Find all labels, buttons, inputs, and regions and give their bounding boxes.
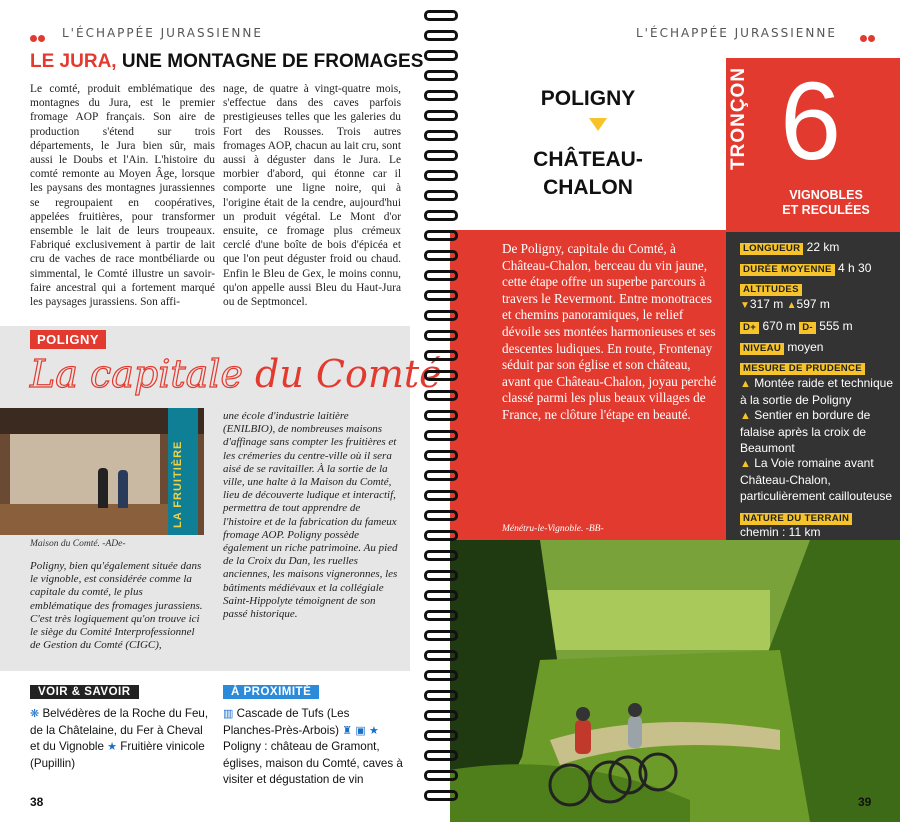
spiral-ring — [418, 690, 464, 701]
spiral-ring — [418, 190, 464, 201]
spiral-ring — [418, 770, 464, 781]
spiral-ring — [418, 630, 464, 641]
prox-text-1: Cascade de Tufs (Les Planches-Près-Arbois) — [223, 707, 350, 737]
museum-icon: ▣ — [355, 724, 366, 737]
spiral-ring — [418, 790, 464, 801]
stage-end-line-1: CHÂTEAU- — [533, 148, 643, 171]
prudence-item-2: Sentier en bordure de falaise après la croix de Beaumont — [740, 408, 871, 455]
left-page — [0, 0, 440, 822]
niveau-row — [740, 340, 896, 356]
warning-icon: ▲ — [740, 458, 751, 471]
warning-icon: ▲ — [740, 377, 751, 390]
header-dots-icon — [30, 29, 46, 47]
troncon-name-line-2: ET RECULÉES — [782, 203, 870, 217]
spiral-ring — [418, 210, 464, 221]
body-column-2: nage, de quatre à vingt-quatre mois, s'effectue dans des caves parfois prestigieuses telles que les galeries du Fort des Rousses. Trois autres fromages AOP, chacun au lait cru, sont aussi à déguster dans le Jura. Le morbier d'abord, qui étonne car il comporte une ligne noire, qui à l'origine était de la cendre, aujourd'hui un produit végétal. Le Mont d'or ensuite, ce fromage plus crémeux cerclé d'une boîte de bois d'épicéa et que l'on peut déguster froid ou chaud. Enfin le Bleu de Gex, le moins connu, qu'on appelle aussi Bleu du Haut-Jura ou de Septmoncel. — [223, 83, 401, 309]
niveau-value: moyen — [787, 339, 824, 354]
spiral-ring — [418, 70, 464, 81]
denivele-row — [740, 319, 896, 335]
poligny-text-2: une école d'industrie laitière (ENILBIO), de nombreuses maisons d'affinage sans compter les fruitières et les crémeries du centre-ville où il sera aisé de se ravitailler. À la sortie de la ville, une halte à la Maison du Comté, lieu de découverte ludique et interactif, permettra de tout apprendre de l'histoire et de la fabrication du fameux fromage AOP. Poligny possède également un riche patrimoine. Au pied de la Croix du Dan, les ruelles anciennes, les maisons vigneronnes, les bâtiments médiévaux et la collégiale Saint-Hippolyte témoignent de son passé historique. — [223, 410, 398, 621]
waterfall-icon: ▥ — [223, 708, 234, 720]
spiral-ring — [418, 710, 464, 721]
troncon-name-line-1: VIGNOBLES — [789, 188, 863, 202]
spiral-ring — [418, 50, 464, 61]
duree-value: 4 h 30 — [838, 260, 872, 275]
prudence-section — [740, 360, 896, 504]
prudence-item-3: La Voie romaine avant Château-Chalon, particulièrement caillouteuse — [740, 456, 893, 503]
spiral-ring — [418, 250, 464, 261]
terrain-item-1: chemin : 11 km — [740, 525, 821, 540]
landscape-illustration — [450, 540, 900, 822]
up-arrow-icon: ▲ — [786, 300, 797, 312]
spiral-ring — [418, 330, 464, 341]
dplus-value: 670 m — [762, 318, 796, 333]
spiral-ring — [418, 270, 464, 281]
title-black-part: UNE MONTAGNE DE FROMAGES — [116, 51, 424, 72]
duree-label: DURÉE MOYENNE — [740, 264, 835, 276]
stage-intro-text: De Poligny, capitale du Comté, à Château-Chalon, berceau du vin jaune, cette étape offre un superbe parcours à travers le Revermont. Entre monotraces et chemins panoramiques, le relief dévoile ses montées harmonieuses et ses descentes ludiques. En route, Frontenay séduit par son église et son château, avant que Château-Chalon, joyau perché classé parmi les plus beaux villages de France, ne clôture l'étape en beauté. — [502, 241, 717, 422]
dminus-label: D- — [799, 322, 816, 334]
spiral-ring — [418, 610, 464, 621]
longueur-value: 22 km — [806, 240, 840, 254]
landscape-photo-caption: Ménétru-le-Vignoble. -BB- — [502, 524, 604, 534]
voir-text-2: Fruitière vinicole (Pupillin) — [30, 740, 205, 770]
a-proximite-text — [223, 706, 403, 789]
tour-icon: ♜ — [342, 724, 353, 737]
altitudes-row — [740, 281, 896, 297]
page-title-left — [30, 51, 423, 73]
altitudes-label: ALTITUDES — [740, 284, 802, 296]
page-number-left: 38 — [30, 795, 44, 809]
viewpoint-icon: ❋ — [30, 708, 40, 720]
spiral-binding — [418, 10, 464, 822]
spiral-ring — [418, 430, 464, 441]
header-dots-icon — [860, 29, 876, 47]
spiral-ring — [418, 590, 464, 601]
spiral-ring — [418, 90, 464, 101]
troncon-name — [752, 188, 900, 218]
niveau-label: NIVEAU — [740, 343, 784, 355]
troncon-number: 6 — [780, 60, 842, 183]
body-column-1: Le comté, produit emblématique des montagnes du Jura, est le premier fromage AOP français. Son aire de production s'étend sur trois départements, le Jura bien sûr, mais aussi le Doubs et l'Ain. L'histoire du comté remonte au Moyen Âge, lorsque les paysans des montagnes jurassiennes se regroupaient en coopératives, appelées fruitières, pour transformer ensemble le lait de leurs troupeaux. Fabriqué exclusivement à partir de lait cru de vaches de race montbéliarde ou simmental, le Comté illustre un savoir-faire ancestral qui a fortement marqué les paysages jurassiens. Son affi- — [30, 83, 215, 309]
down-arrow-icon: ▼ — [740, 300, 750, 312]
spiral-ring — [418, 650, 464, 661]
spiral-ring — [418, 350, 464, 361]
spiral-ring — [418, 570, 464, 581]
star-icon: ★ — [107, 741, 118, 753]
spiral-ring — [418, 10, 464, 21]
alt-max-value: 597 m — [796, 297, 830, 312]
spiral-ring — [418, 130, 464, 141]
voir-savoir-tag: VOIR & SAVOIR — [30, 685, 139, 699]
script-title-solid: du Comté — [242, 352, 442, 396]
a-proximite-tag: À PROXIMITÉ — [223, 685, 319, 699]
section-script-title — [30, 352, 442, 396]
landscape-photo — [450, 540, 900, 822]
spiral-ring — [418, 290, 464, 301]
museum-photo — [0, 408, 204, 535]
prox-text-2: Poligny : château de Gramont, églises, maison du Comté, caves à visiter et dégustation de vin — [223, 740, 403, 786]
prudence-item-1: Montée raide et technique à la sortie de Poligny — [740, 375, 893, 407]
arrow-down-icon — [589, 118, 607, 131]
running-title-left: L'ÉCHAPPÉE JURASSIENNE — [62, 26, 263, 40]
alt-min-value: 317 m — [749, 297, 784, 312]
longueur-row — [740, 240, 896, 256]
spiral-ring — [418, 550, 464, 561]
voir-savoir-text — [30, 706, 210, 772]
dplus-label: D+ — [740, 322, 759, 334]
spiral-ring — [418, 750, 464, 761]
spiral-ring — [418, 310, 464, 321]
page-number-right: 39 — [858, 795, 872, 809]
running-title-right: L'ÉCHAPPÉE JURASSIENNE — [636, 26, 837, 40]
stage-start: POLIGNY — [540, 87, 636, 110]
spiral-ring — [418, 730, 464, 741]
warning-icon: ▲ — [740, 410, 751, 423]
script-title-outline: La capitale — [30, 352, 243, 396]
longueur-label: LONGUEUR — [740, 243, 803, 255]
troncon-label: TRONÇON — [728, 66, 749, 170]
museum-sign-text: LA FRUITIÈRE — [172, 440, 184, 528]
prudence-label: MESURE DE PRUDENCE — [740, 363, 865, 375]
star-icon: ★ — [368, 724, 379, 737]
spiral-ring — [418, 230, 464, 241]
stage-end-line-2: CHALON — [543, 176, 633, 199]
voir-text-1: Belvédères de la Roche du Feu, de la Châtelaine, du Fer à Cheval et du Vignoble — [30, 707, 209, 753]
poligny-tag: POLIGNY — [30, 330, 106, 349]
dminus-value: 555 m — [819, 318, 853, 333]
spiral-ring — [418, 470, 464, 481]
spiral-ring — [418, 150, 464, 161]
spiral-ring — [418, 410, 464, 421]
spiral-ring — [418, 370, 464, 381]
spiral-ring — [418, 490, 464, 501]
museum-photo-caption: Maison du Comté. -ADe- — [30, 539, 126, 549]
spiral-ring — [418, 170, 464, 181]
spiral-ring — [418, 110, 464, 121]
spiral-ring — [418, 450, 464, 461]
duree-row — [740, 261, 896, 277]
terrain-label: NATURE DU TERRAIN — [740, 513, 852, 525]
spiral-ring — [418, 670, 464, 681]
spiral-ring — [418, 390, 464, 401]
spiral-ring — [418, 530, 464, 541]
spiral-ring — [418, 30, 464, 41]
title-red-part: LE JURA, — [30, 51, 117, 72]
spiral-ring — [418, 510, 464, 521]
right-page — [450, 0, 900, 822]
poligny-text-1: Poligny, bien qu'également située dans le vignoble, est considérée comme la capitale du comté, le plus emblématique des fromages jurassiens. C'est très logiquement qu'on trouve ici le siège du Comité Interprofessionnel de Gestion du Comté (CIGC), — [30, 560, 203, 652]
